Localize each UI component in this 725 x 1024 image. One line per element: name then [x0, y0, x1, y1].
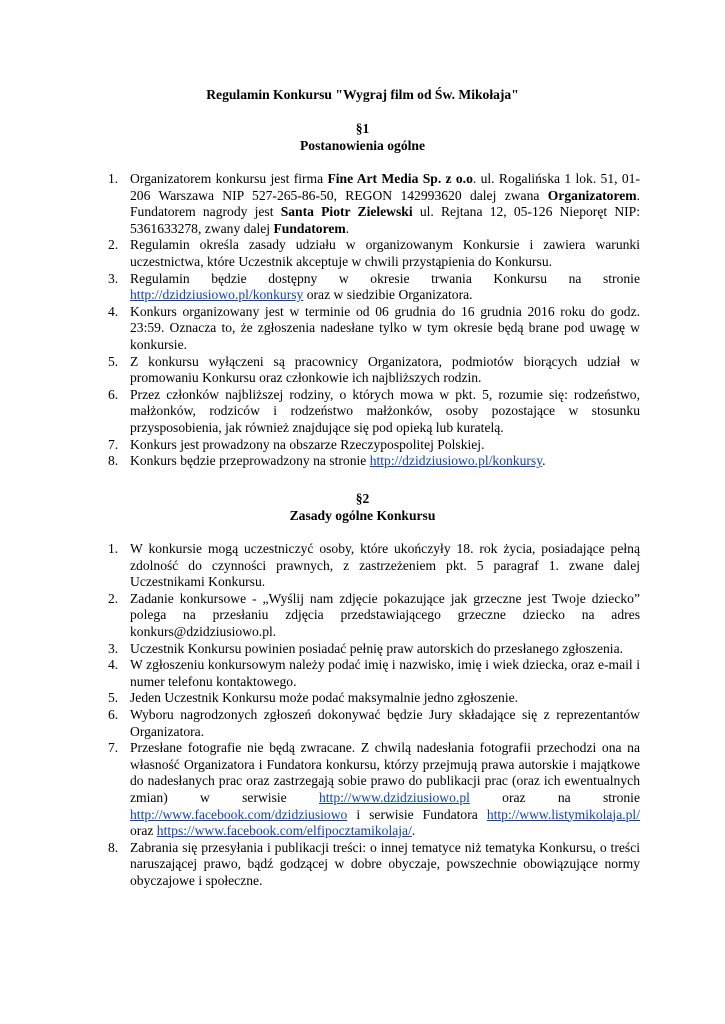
item-text: Jeden Uczestnik Konkursu może podać maksymalnie jedno zgłoszenie. — [130, 690, 519, 706]
listymikolaja-link[interactable]: http://www.listymikolaja.pl/ — [486, 806, 640, 822]
list-item — [108, 657, 640, 690]
konkursy-link[interactable]: http://dzidziusiowo.pl/konkursy — [369, 453, 543, 469]
sponsor-term: Fundatorem — [273, 220, 346, 236]
list-item — [108, 641, 640, 658]
section-2-list — [108, 541, 640, 889]
item-number: 1. — [108, 541, 119, 556]
list-item — [108, 387, 640, 437]
item-number: 4. — [108, 657, 119, 673]
item-text: Konkurs jest prowadzony na obszarze Rzeczypospolitej Polskiej. — [130, 436, 485, 452]
item-text: oraz na stronie — [469, 789, 640, 805]
item-number: 2. — [108, 590, 119, 606]
list-item — [108, 304, 640, 354]
document-title: Regulamin Konkursu "Wygraj film od Św. Mikołaja" — [206, 87, 519, 102]
item-text: Zadanie konkursowe - „Wyślij nam zdjęcie pokazujące jak grzeczne jest Twoje dziecko” polega na przesłaniu zdjęcia przedstawiającego grzeczne dziecko na adres konkurs@dzidziusiowo.pl. — [130, 590, 640, 639]
item-number: 6. — [108, 386, 119, 402]
item-text: i serwisie Fundatora — [347, 806, 487, 822]
list-item — [108, 171, 640, 237]
item-text: . — [345, 220, 350, 236]
list-item — [108, 541, 640, 591]
item-text: oraz w siedzibie Organizatora. — [303, 287, 473, 303]
list-item — [108, 453, 640, 470]
list-item — [108, 237, 640, 270]
item-text: Przesłane fotografie nie będą zwracane. Z chwilą nadesłania fotografii przechodzi ona na własność Organizatora i Fundatora konkursu, którzy przejmują prawa autorskie i majątkowe do nadesłanych prac oraz zastrzegają sobie prawo do publikacji prac (oraz ich ewentualnych zmian) w serwisie — [130, 740, 640, 805]
item-text: . — [411, 823, 416, 839]
item-text: . Fundatorem nagrody jest — [130, 187, 640, 220]
item-number: 5. — [108, 690, 119, 706]
item-text: ul. Rejtana 12, 05-126 Nieporęt NIP: 5361633278, zwany dalej — [130, 204, 641, 236]
item-number: 8. — [108, 453, 119, 469]
list-item — [108, 740, 640, 840]
konkursy-link[interactable]: http://dzidziusiowo.pl/konkursy — [130, 287, 304, 303]
item-text: W zgłoszeniu konkursowym należy podać imię i nazwisko, imię i wiek dziecka, oraz e-mail i numer telefonu kontaktowego. — [130, 657, 640, 689]
section-2-number: §2 — [355, 491, 370, 506]
facebook-dzidziusiowo-link[interactable]: http://www.facebook.com/dzidziusiowo — [130, 806, 348, 822]
organizer-name: Fine Art Media Sp. z o.o — [327, 171, 473, 186]
item-number: 8. — [108, 839, 119, 855]
section-1-heading: Postanowienia ogólne — [300, 138, 425, 153]
item-text: Konkurs organizowany jest w terminie od 06 grudnia do 16 grudnia 2016 roku do godz. 23:59. Oznacza to, że zgłoszenia nadesłane tylko w tym okresie będą brane pod uwagę w konkursie. — [130, 303, 640, 352]
item-number: 4. — [108, 303, 119, 319]
item-number: 1. — [108, 171, 119, 186]
section-1-number: §1 — [355, 121, 370, 136]
item-text: Wyboru nagrodzonych zgłoszeń dokonywać będzie Jury składające się z reprezentantów Organizatora. — [130, 706, 640, 739]
item-number: 5. — [108, 353, 119, 369]
section-2-heading: Zasady ogólne Konkursu — [289, 508, 436, 523]
item-text: Z konkursu wyłączeni są pracownicy Organizatora, podmiotów biorących udział w promowaniu Konkursu oraz członkowie ich najbliższych rodzin. — [130, 353, 640, 386]
item-number: 6. — [108, 706, 119, 722]
item-text: oraz — [130, 823, 157, 839]
list-item — [108, 354, 640, 387]
item-text: Organizatorem konkursu jest firma — [130, 171, 328, 186]
item-text: W konkursie mogą uczestniczyć osoby, które ukończyły 18. rok życia, posiadające pełną zdolność do czynności prawnych, z zastrzeżeniem pkt. 5 paragraf 1. zwane dalej Uczestnikami Konkursu. — [130, 541, 640, 590]
list-item — [108, 707, 640, 740]
sponsor-name: Santa Piotr Zielewski — [280, 204, 413, 220]
item-text: Przez członków najbliższej rodziny, o których mowa w pkt. 5, rozumie się: rodzeństwo, małżonków, rodziców i rodzeństwo małżonków, osoby pozostające w stosunku przysposobienia, jak również znajdujące się pod opieką lub kuratelą. — [130, 386, 640, 435]
item-text: . ul. Rogalińska 1 lok. 51, 01-206 Warszawa NIP 527-265-86-50, REGON 142993620 dalej zwana — [130, 171, 640, 203]
item-text: Uczestnik Konkursu powinien posiadać pełnię praw autorskich do przesłanego zgłoszenia. — [130, 640, 623, 656]
item-text: Konkurs będzie przeprowadzony na stronie — [130, 453, 370, 469]
list-item — [108, 591, 640, 641]
organizer-term: Organizatorem — [547, 187, 637, 203]
item-number: 7. — [108, 740, 119, 756]
list-item — [108, 271, 640, 304]
item-number: 7. — [108, 436, 119, 452]
section-1-list — [108, 171, 640, 470]
item-text: . — [542, 453, 546, 469]
item-text: Regulamin określa zasady udziału w organizowanym Konkursie i zawiera warunki uczestnictwa, które Uczestnik akceptuje w chwili przystąpienia do Konkursu. — [130, 237, 640, 269]
item-number: 3. — [108, 270, 119, 286]
item-text: Regulamin będzie dostępny w okresie trwania Konkursu na stronie — [130, 270, 640, 286]
list-item — [108, 840, 640, 890]
item-number: 3. — [108, 640, 119, 656]
list-item — [108, 690, 640, 707]
item-text: Zabrania się przesyłania i publikacji treści: o innej tematyce niż tematyka Konkursu, o treści naruszającej prawo, bądź godzącej w dobre obyczaje, powszechnie obowiązujące normy obyczajowe i społeczne. — [130, 839, 640, 888]
dzidziusiowo-link[interactable]: http://www.dzidziusiowo.pl — [318, 789, 470, 805]
list-item — [108, 437, 640, 454]
item-number: 2. — [108, 237, 119, 253]
facebook-elfipoczta-link[interactable]: https://www.facebook.com/elfipocztamikolaja/ — [156, 823, 412, 839]
